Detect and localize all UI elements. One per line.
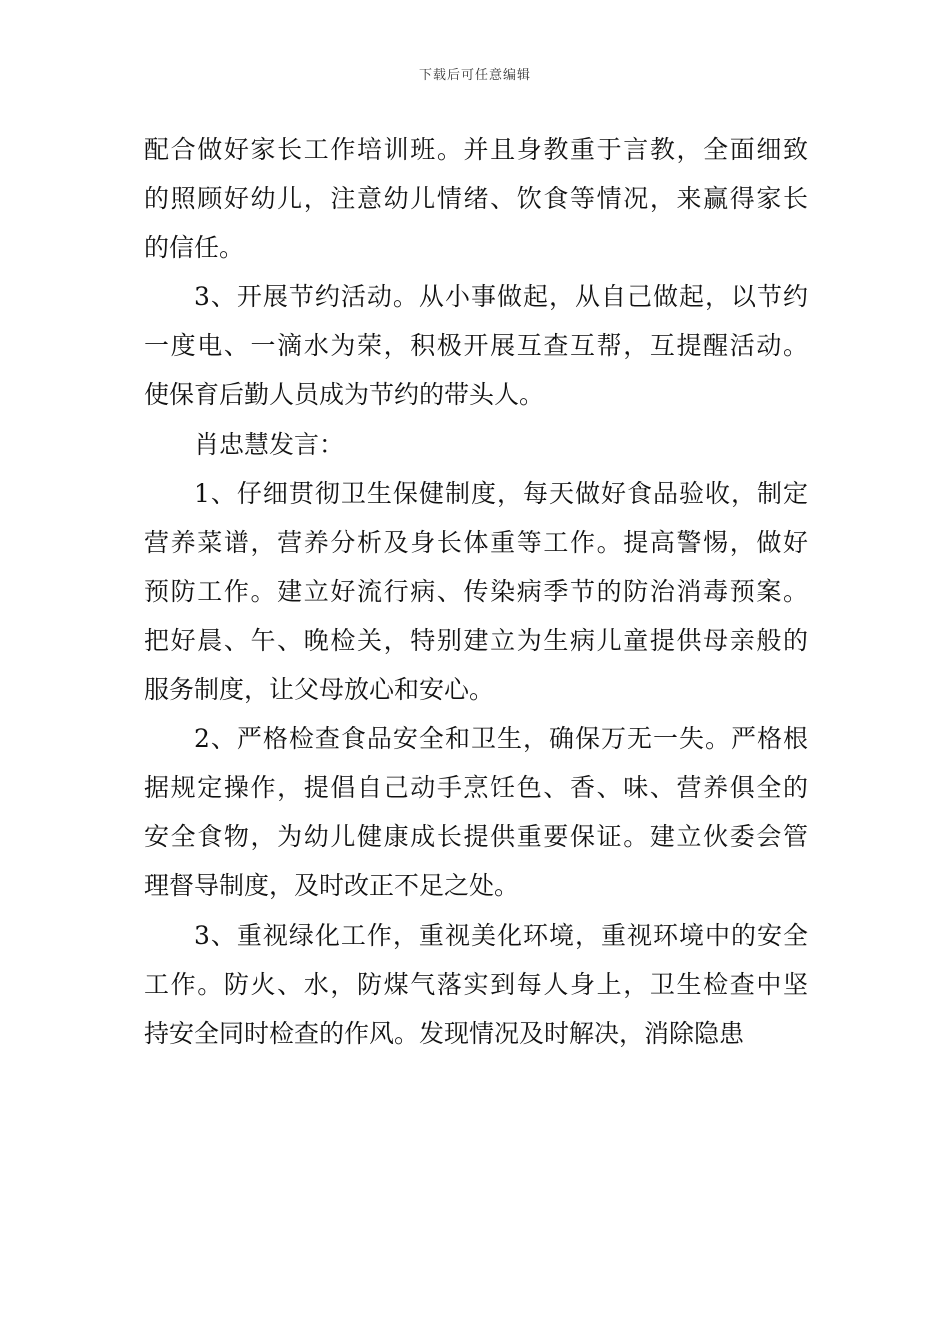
- text-line: 的照顾好幼儿，注意幼儿情绪、饮食等情况，来赢得家长: [144, 184, 808, 214]
- text-line: 预防工作。建立好流行病、传染病季节的防治消毒预案。: [144, 576, 808, 606]
- paragraph-start-line: 2、严格检查食品安全和卫生，确保万无一失。严格根: [194, 724, 808, 754]
- text-line: 的信任。: [144, 233, 245, 263]
- speaker-heading: 肖忠慧发言：: [194, 429, 345, 459]
- paragraph-start-line: 3、开展节约活动。从小事做起，从自己做起，以节约: [194, 282, 808, 312]
- text-line: 配合做好家长工作培训班。并且身教重于言教，全面细致: [144, 135, 808, 164]
- document-body: [144, 128, 808, 1061]
- paragraph-start-line: 1、仔细贯彻卫生保健制度，每天做好食品验收，制定: [194, 478, 808, 508]
- page-header: 下载后可任意编辑: [418, 68, 531, 83]
- text-line: 把好晨、午、晚检关，特别建立为生病儿童提供母亲般的: [144, 625, 808, 655]
- text-line: 安全食物，为幼儿健康成长提供重要保证。建立伙委会管: [144, 822, 808, 852]
- text-line: 工作。防火、水，防煤气落实到每人身上，卫生检查中坚: [144, 969, 808, 999]
- text-line: 营养菜谱，营养分析及身长体重等工作。提高警惕，做好: [144, 527, 808, 557]
- text-line: 理督导制度，及时改正不足之处。: [144, 871, 520, 901]
- paragraph-start-line: 3、重视绿化工作，重视美化环境，重视环境中的安全: [194, 920, 808, 950]
- text-line: 服务制度，让父母放心和安心。: [144, 675, 495, 705]
- text-line: 一度电、一滴水为荣，积极开展互查互帮，互提醒活动。: [144, 331, 808, 361]
- text-line: 使保育后勤人员成为节约的带头人。: [144, 380, 545, 410]
- text-line: 持安全同时检查的作风。发现情况及时解决，消除隐患: [144, 1018, 745, 1048]
- text-line: 据规定操作，提倡自己动手烹饪色、香、味、营养俱全的: [144, 773, 808, 803]
